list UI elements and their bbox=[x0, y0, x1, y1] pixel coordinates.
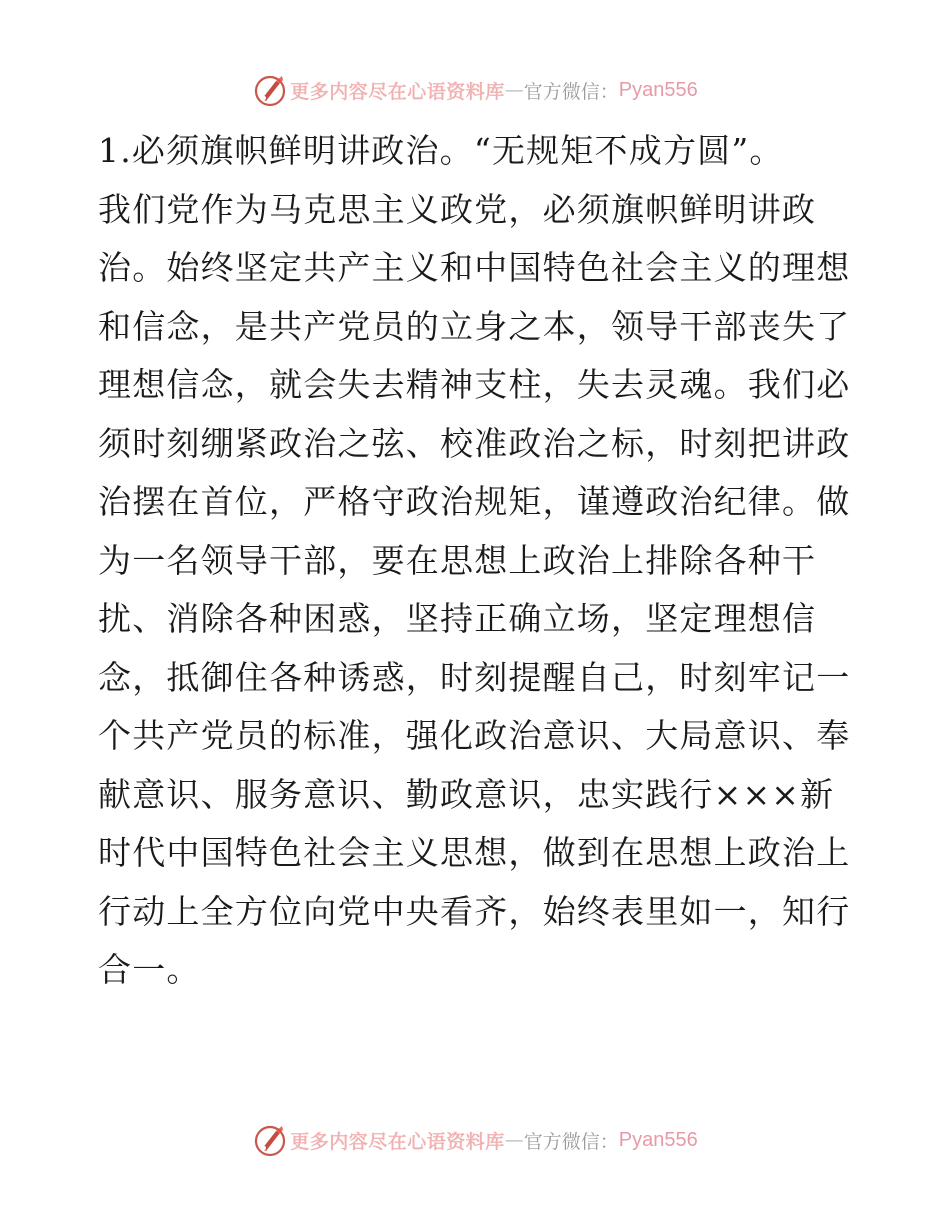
body-line: 合一。 bbox=[98, 950, 201, 989]
watermark-separator: — bbox=[504, 79, 524, 101]
watermark-text: 更多内容尽在心语资料库 bbox=[290, 80, 505, 103]
watermark-separator: — bbox=[504, 1129, 524, 1151]
body-line: 个共产党员的标准，强化政治意识、大局意识、奉 bbox=[98, 716, 851, 755]
watermark-official-label: 官方微信： bbox=[523, 1130, 619, 1153]
body-line: 治摆在首位，严格守政治规矩，谨遵政治纪律。做 bbox=[98, 482, 851, 521]
footer-watermark bbox=[0, 1118, 950, 1162]
watermark-account: Pyan556 bbox=[618, 1128, 698, 1151]
watermark-account: Pyan556 bbox=[618, 78, 698, 101]
body-line: 为一名领导干部，要在思想上政治上排除各种干 bbox=[98, 540, 817, 580]
body-line: 献意识、服务意识、勤政意识，忠实践行×××新 bbox=[98, 774, 835, 814]
body-line: 1.必须旗帜鲜明讲政治。“无规矩不成方圆”。 bbox=[98, 131, 784, 170]
body-line: 扰、消除各种困惑，坚持正确立场，坚定理想信 bbox=[98, 599, 817, 638]
body-line: 须时刻绷紧政治之弦、校准政治之标，时刻把讲政 bbox=[98, 423, 851, 463]
body-line: 理想信念，就会失去精神支柱，失去灵魂。我们必 bbox=[98, 365, 851, 404]
body-line: 治。始终坚定共产主义和中国特色社会主义的理想 bbox=[98, 248, 851, 287]
body-line: 时代中国特色社会主义思想，做到在思想上政治上 bbox=[98, 833, 851, 872]
body-line: 念，抵御住各种诱惑，时刻提醒自己，时刻牢记一 bbox=[98, 657, 851, 697]
watermark-official-label: 官方微信： bbox=[523, 80, 619, 103]
document-body bbox=[98, 122, 858, 1000]
quill-pen-icon bbox=[252, 72, 288, 108]
quill-pen-icon bbox=[252, 1122, 288, 1158]
header-watermark bbox=[0, 68, 950, 112]
body-line: 我们党作为马克思主义政党，必须旗帜鲜明讲政 bbox=[98, 189, 817, 229]
body-line: 和信念，是共产党员的立身之本，领导干部丧失了 bbox=[98, 306, 851, 346]
watermark-text: 更多内容尽在心语资料库 bbox=[290, 1130, 505, 1153]
body-line: 行动上全方位向党中央看齐，始终表里如一，知行 bbox=[98, 891, 851, 931]
